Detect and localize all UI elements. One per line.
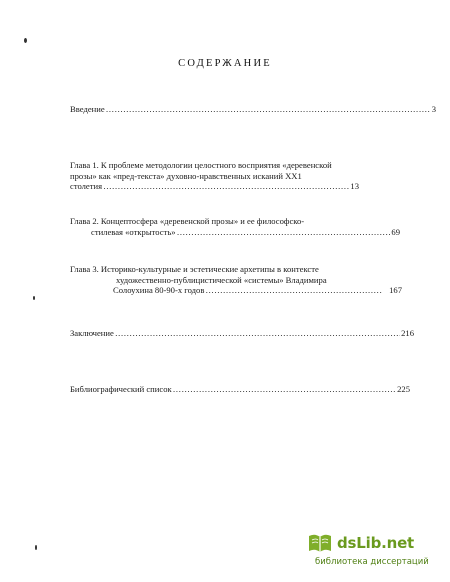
toc-entry-line: Глава 1. К проблеме методологии целостного восприятия «деревенской: [70, 160, 332, 170]
scan-speck: [33, 296, 35, 300]
toc-page-number: 69: [391, 226, 400, 237]
toc-entry-label: столетия: [70, 181, 103, 192]
toc-entry-label: стилевая «открытость»: [91, 226, 176, 237]
toc-entry-label: Солоухина 80-90-х годов: [113, 285, 205, 296]
toc-entry-label: Заключение: [70, 328, 114, 338]
dot-leader: [205, 285, 382, 296]
toc-entry-last-line: [70, 181, 359, 192]
toc-entry-chapter-1: [70, 160, 359, 192]
watermark: [307, 532, 442, 572]
toc-entry-bibliography: [70, 384, 410, 395]
toc-page-number: 13: [350, 181, 359, 192]
dot-leader: [177, 227, 391, 238]
dot-leader: [103, 181, 349, 192]
toc-page-number: 225: [397, 384, 410, 394]
toc-entry-chapter-2: [70, 216, 400, 237]
dot-leader: [115, 328, 400, 339]
page-title: СОДЕРЖАНИЕ: [178, 58, 272, 69]
toc-entry-intro: [70, 104, 436, 115]
toc-page-number: 3: [431, 104, 436, 114]
toc-entry-label: Введение: [70, 104, 105, 114]
toc-page-number: 167: [389, 285, 402, 296]
dot-leader: [106, 104, 431, 115]
book-logo-icon: [307, 532, 333, 554]
toc-entry-last-line: [70, 227, 400, 238]
toc-entry-label: Библиографический список: [70, 384, 172, 394]
toc-entry-conclusion: [70, 328, 414, 339]
toc-page-number: 216: [401, 328, 414, 338]
toc-entry-line: прозы» как «пред-текста» духовно-нравственных исканий XX1: [70, 170, 302, 181]
watermark-subtitle: библиотека диссертаций: [315, 557, 429, 567]
scan-speck: [35, 545, 37, 550]
toc-entry-line: Глава 2. Концептосфера «деревенской прозы» и ее философско-: [70, 216, 305, 226]
toc-entry-line: Глава 3. Историко-культурные и эстетические архетипы в контексте: [70, 264, 319, 274]
watermark-brand: dsLib.net: [337, 534, 415, 552]
scan-speck: [24, 38, 27, 43]
toc-entry-chapter-3: [70, 264, 402, 296]
dot-leader: [173, 384, 396, 395]
toc-entry-line: художественно-публицистической «системы» Владимира: [116, 274, 327, 285]
toc-entry-last-line: [70, 285, 402, 296]
